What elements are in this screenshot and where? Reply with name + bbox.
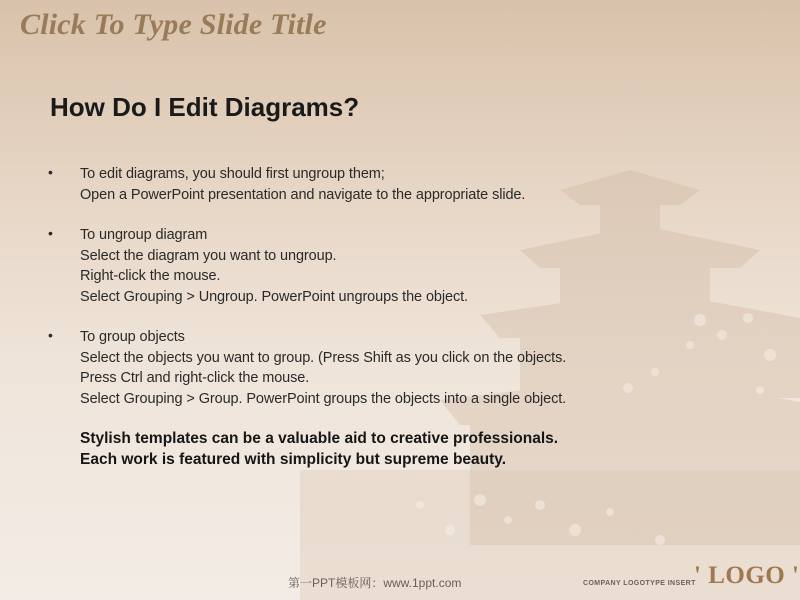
- bullet-line: Open a PowerPoint presentation and navigate to the appropriate slide.: [80, 186, 526, 203]
- slide-heading: How Do I Edit Diagrams?: [50, 92, 360, 122]
- bullet-line: Press Ctrl and right-click the mouse.: [80, 370, 310, 387]
- logo: ' LOGO ': [694, 562, 800, 589]
- bullet-line: To edit diagrams, you should first ungroup them;: [80, 166, 385, 182]
- bullet-line: Select Grouping > Ungroup. PowerPoint ungroups the object.: [80, 288, 468, 305]
- bullet-line: Select Grouping > Group. PowerPoint groups the objects into a single object.: [80, 390, 567, 407]
- bullet-marker: •: [48, 225, 53, 241]
- bullet-marker: •: [48, 164, 53, 180]
- bullet-line: Right-click the mouse.: [80, 268, 221, 285]
- bullet-line: Select the diagram you want to ungroup.: [80, 247, 337, 264]
- tagline: [80, 428, 558, 470]
- footer-website: 第一PPT模板网：www.1ppt.com: [288, 576, 462, 590]
- slide-title[interactable]: Click To Type Slide Title: [20, 8, 327, 41]
- bullet-line: Select the objects you want to group. (Press Shift as you click on the objects.: [80, 349, 567, 366]
- tagline-line-2: Each work is featured with simplicity but supreme beauty.: [80, 451, 507, 468]
- bullet-line: To group objects: [80, 329, 185, 345]
- company-logotype-text: COMPANY LOGOTYPE INSERT: [583, 580, 696, 587]
- bullet-marker: •: [48, 327, 53, 343]
- tagline-line-1: Stylish templates can be a valuable aid to creative professionals.: [80, 430, 559, 447]
- bullet-line: To ungroup diagram: [80, 227, 208, 243]
